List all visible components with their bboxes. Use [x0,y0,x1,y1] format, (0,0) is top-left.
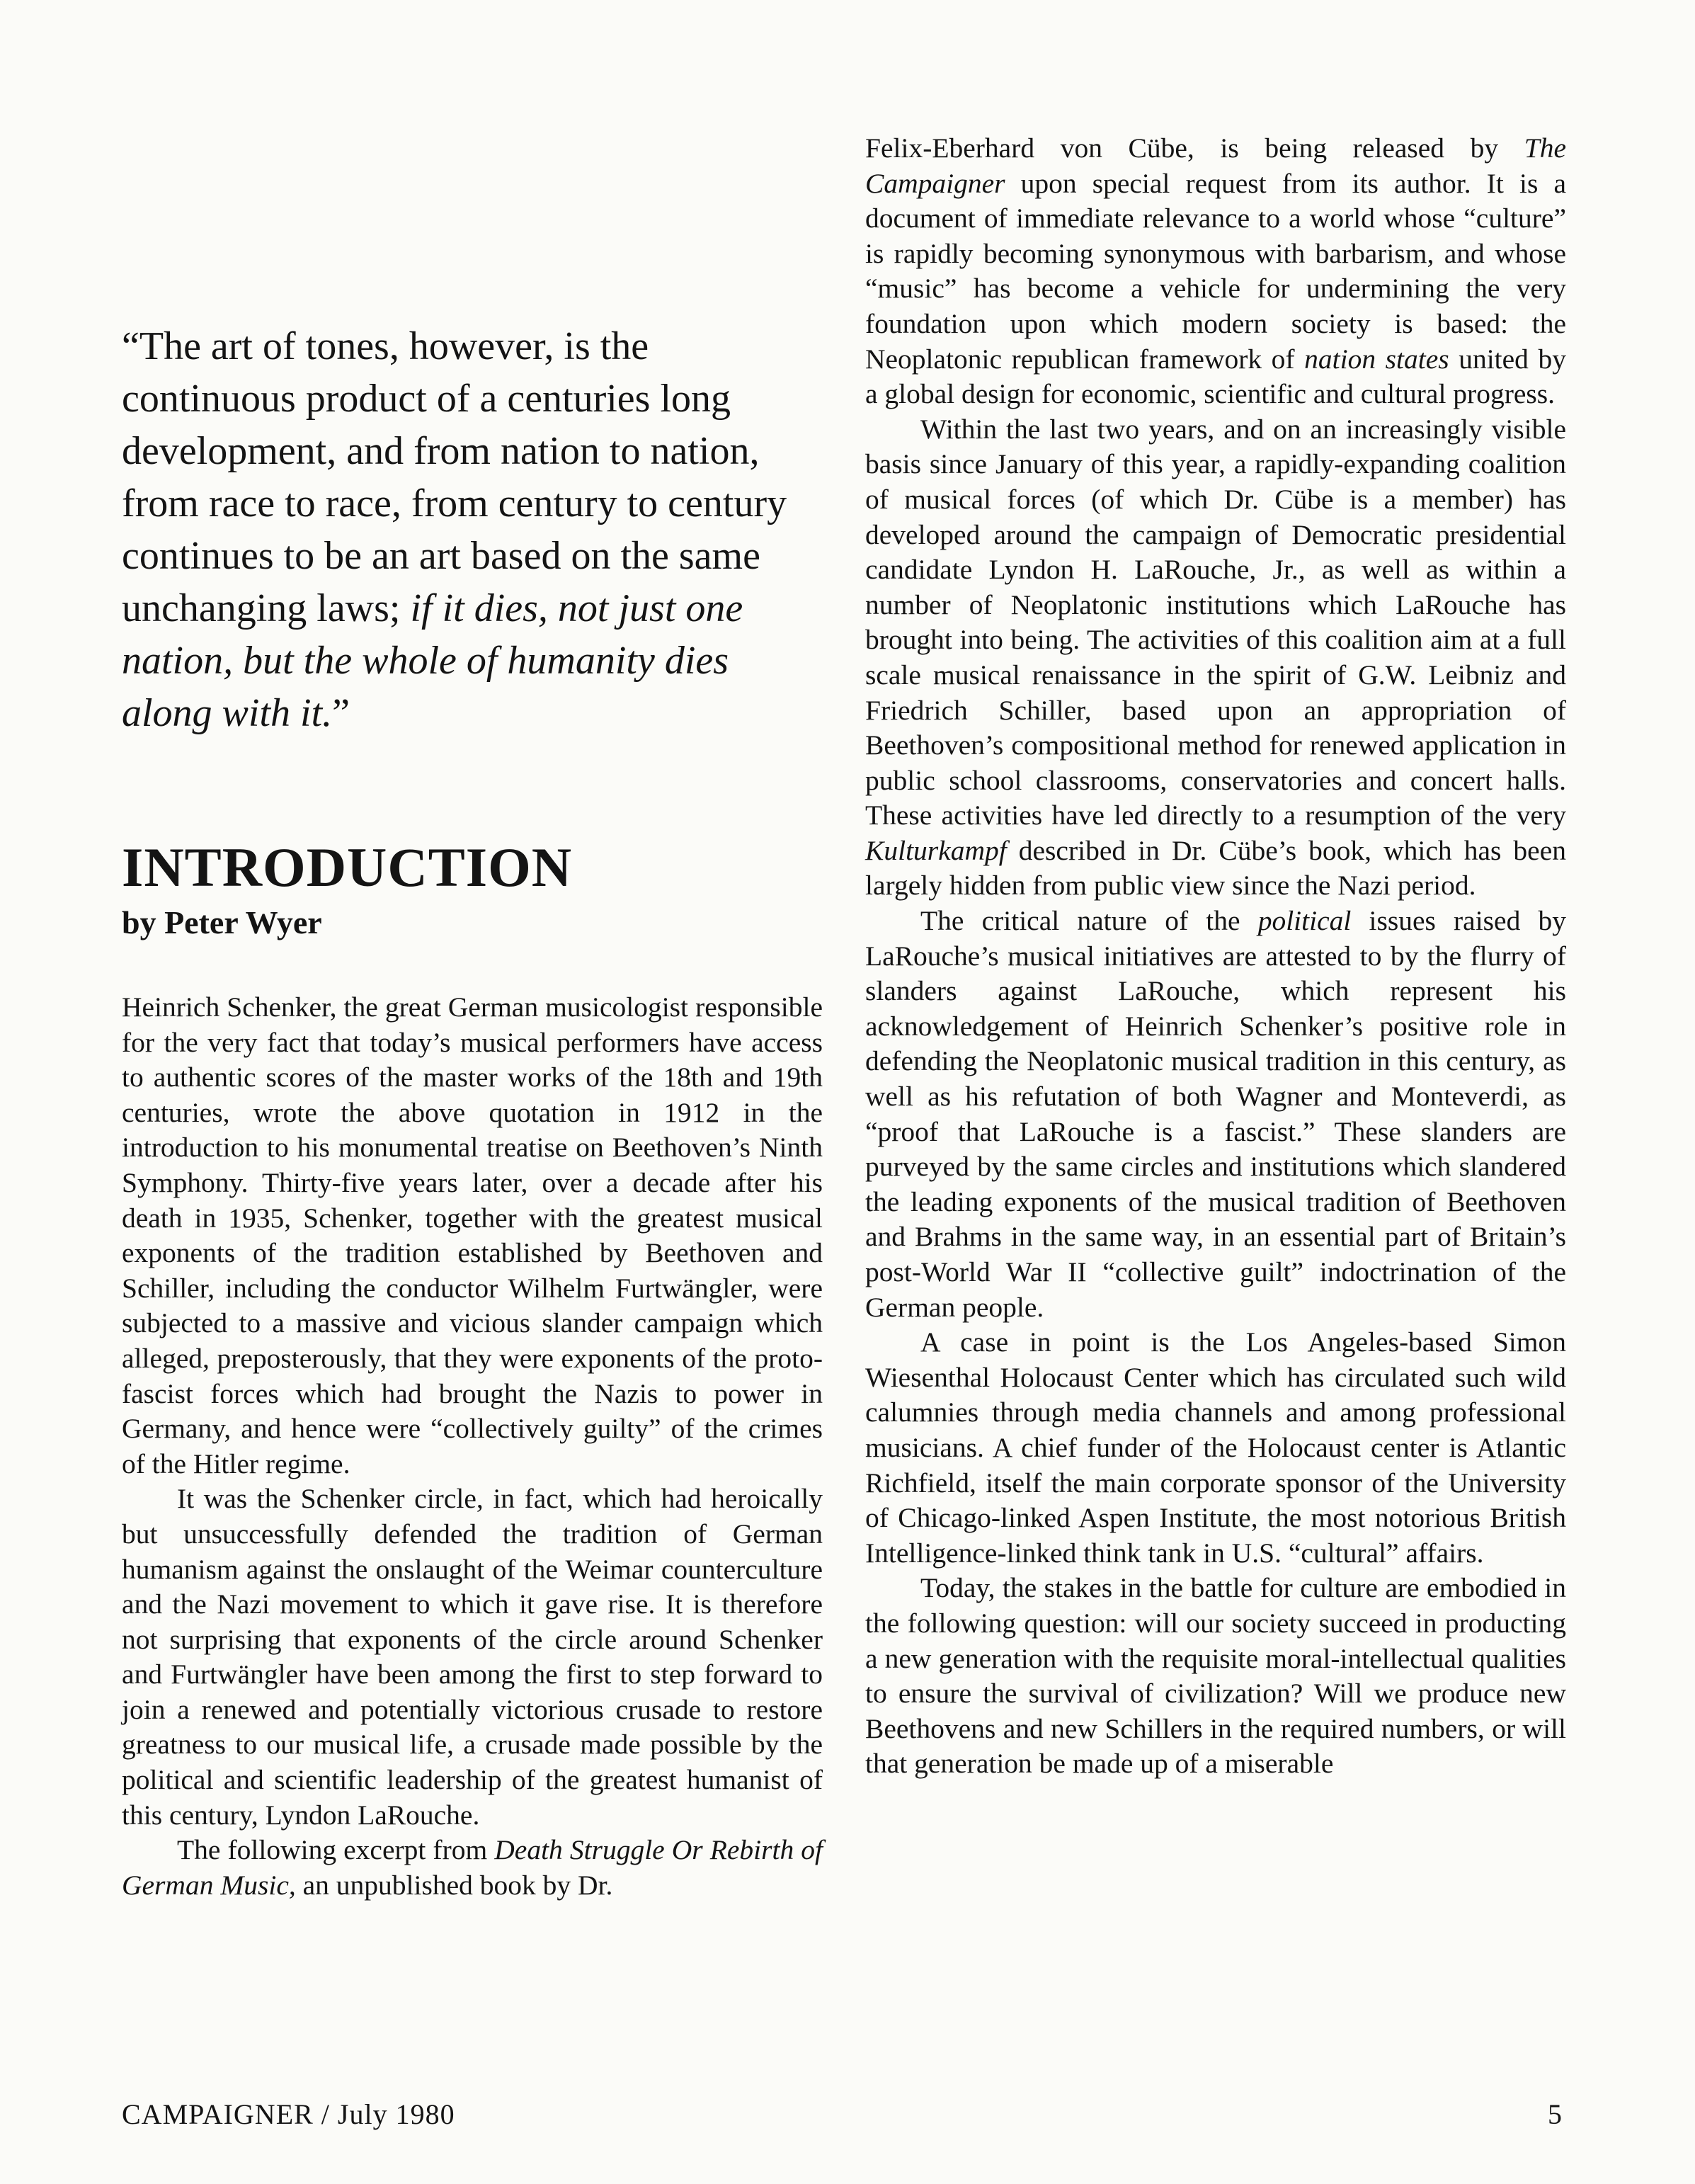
paragraph: Today, the stakes in the battle for culture are embodied in the following question: will our society succeed in producting a new generation with the requisite moral-intellectual qualities to ensure the survival of civilization? Will we produce new Beethovens and new Schillers in the required numbers, or will that generation be made up of a miserable [865,1572,1566,1780]
paragraph-text: The following excerpt from [177,1834,495,1866]
paragraph: A case in point is the Los Angeles-based Simon Wiesenthal Holocaust Center which has circulated such wild calumnies through media channels and among professional musicians. A chief funder of the Holocaust center is Atlantic Richfield, itself the main corporate sponsor of the University of Chicago-linked Aspen Institute, the most notorious British Intelligence-linked think tank in U.S. “cultural” affairs. [865,1326,1566,1569]
paragraph-text: Within the last two years, and on an increasingly visible basis since January of this year, a rapidly-expanding coalition of musical forces (of which Dr. Cübe is a member) has developed around the campaign of Democratic presidential candidate Lyndon H. LaRouche, Jr., as well as within a number of Neoplatonic institutions which LaRouche has brought into being. The activities of this coalition aim at a full scale musical renaissance in the spirit of G.W. Leibniz and Friedrich Schiller, based upon an appropriation of Beethoven’s compositional method for renewed application in public school classrooms, conservatories and concert halls. These activities have led directly to a resumption of the very [865,413,1566,831]
emphasis: political [1257,905,1352,937]
paragraph-text: described in Dr. Cübe’s book, which has been largely hidden from public view since the Nazi period. [865,834,1566,902]
paragraph-text: united by a global design for economic, scientific and cultural progress. [865,343,1566,410]
pull-quote-close: ” [332,691,350,735]
paragraph-text: an unpublished book by Dr. [295,1869,613,1901]
book-title: Death Struggle Or Rebirth of German Music, [122,1834,823,1901]
emphasis: Kulturkampf [865,834,1007,866]
paragraph [865,131,1566,412]
footer-publication: CAMPAIGNER / July 1980 [122,2098,455,2130]
publication-title: The Campaigner [865,132,1566,199]
paragraph-text: The critical nature of the [920,905,1258,937]
pull-quote [122,320,801,739]
right-column [865,131,1566,1782]
pull-quote-text: “The art of tones, however, is the continuous product of a centuries long development, and from nation to nation, from race to race, from century to century continues to be an art based on the same unchanging laws; [122,324,787,630]
paragraph-text: upon special request from its author. It is a document of immediate relevance to a world whose “culture” is rapidly becoming synonymous with barbarism, and whose “music” has become a vehicle for undermining the very foundation upon which modern society is based: the Neoplatonic republican framework of [865,167,1566,375]
page-number: 5 [1548,2098,1563,2130]
paragraph-text: issues raised by LaRouche’s musical initiatives are attested to by the flurry of slanders against LaRouche, which represent his acknowledgement of Heinrich Schenker’s positive role in defending the Neoplatonic musical tradition in this century, as well as his refutation of both Wagner and Monteverdi, as “proof that LaRouche is a fascist.” These slanders are purveyed by the same circles and institutions which slandered the leading exponents of the musical tradition of Beethoven and Brahms in the same way, in an essential part of Britain’s post-World War II “collective guilt” indoctrination of the German people. [865,905,1566,1323]
paragraph-text: Felix-Eberhard von Cübe, is being released by [865,132,1524,164]
left-column [122,990,823,1903]
emphasis: nation states [1304,343,1449,375]
paragraph [865,904,1566,1325]
byline: by Peter Wyer [122,904,322,940]
section-heading: INTRODUCTION [122,836,573,898]
paragraph: It was the Schenker circle, in fact, which had heroically but unsuccessfully defended the tradition of German humanism against the onslaught of the Weimar counterculture and the Nazi movement to which it gave rise. It is therefore not surprising that exponents of the circle around Schenker and Furtwängler have been among the first to step forward to join a renewed and potentially victorious crusade to restore greatness to our musical life, a crusade made possible by the political and scientific leadership of the greatest humanist of this century, Lyndon LaRouche. [122,1483,823,1831]
pull-quote-italic: if it dies, not just one nation, but the whole of humanity dies along with it. [122,586,743,735]
paragraph [865,412,1566,904]
paragraph: Heinrich Schenker, the great German musicologist responsible for the very fact that today’s musical performers have access to authentic scores of the master works of the 18th and 19th centuries, wrote the above quotation in 1912 in the introduction to his monumental treatise on Beethoven’s Ninth Symphony. Thirty-five years later, over a decade after his death in 1935, Schenker, together with the greatest musical exponents of the tradition established by Beethoven and Schiller, including the conductor Wilhelm Furtwängler, were subjected to a massive and vicious slander campaign which alleged, preposterously, that they were exponents of the proto-fascist forces which had brought the Nazis to power in Germany, and hence were “collectively guilty” of the crimes of the Hitler regime. [122,991,823,1479]
paragraph [122,1833,823,1903]
